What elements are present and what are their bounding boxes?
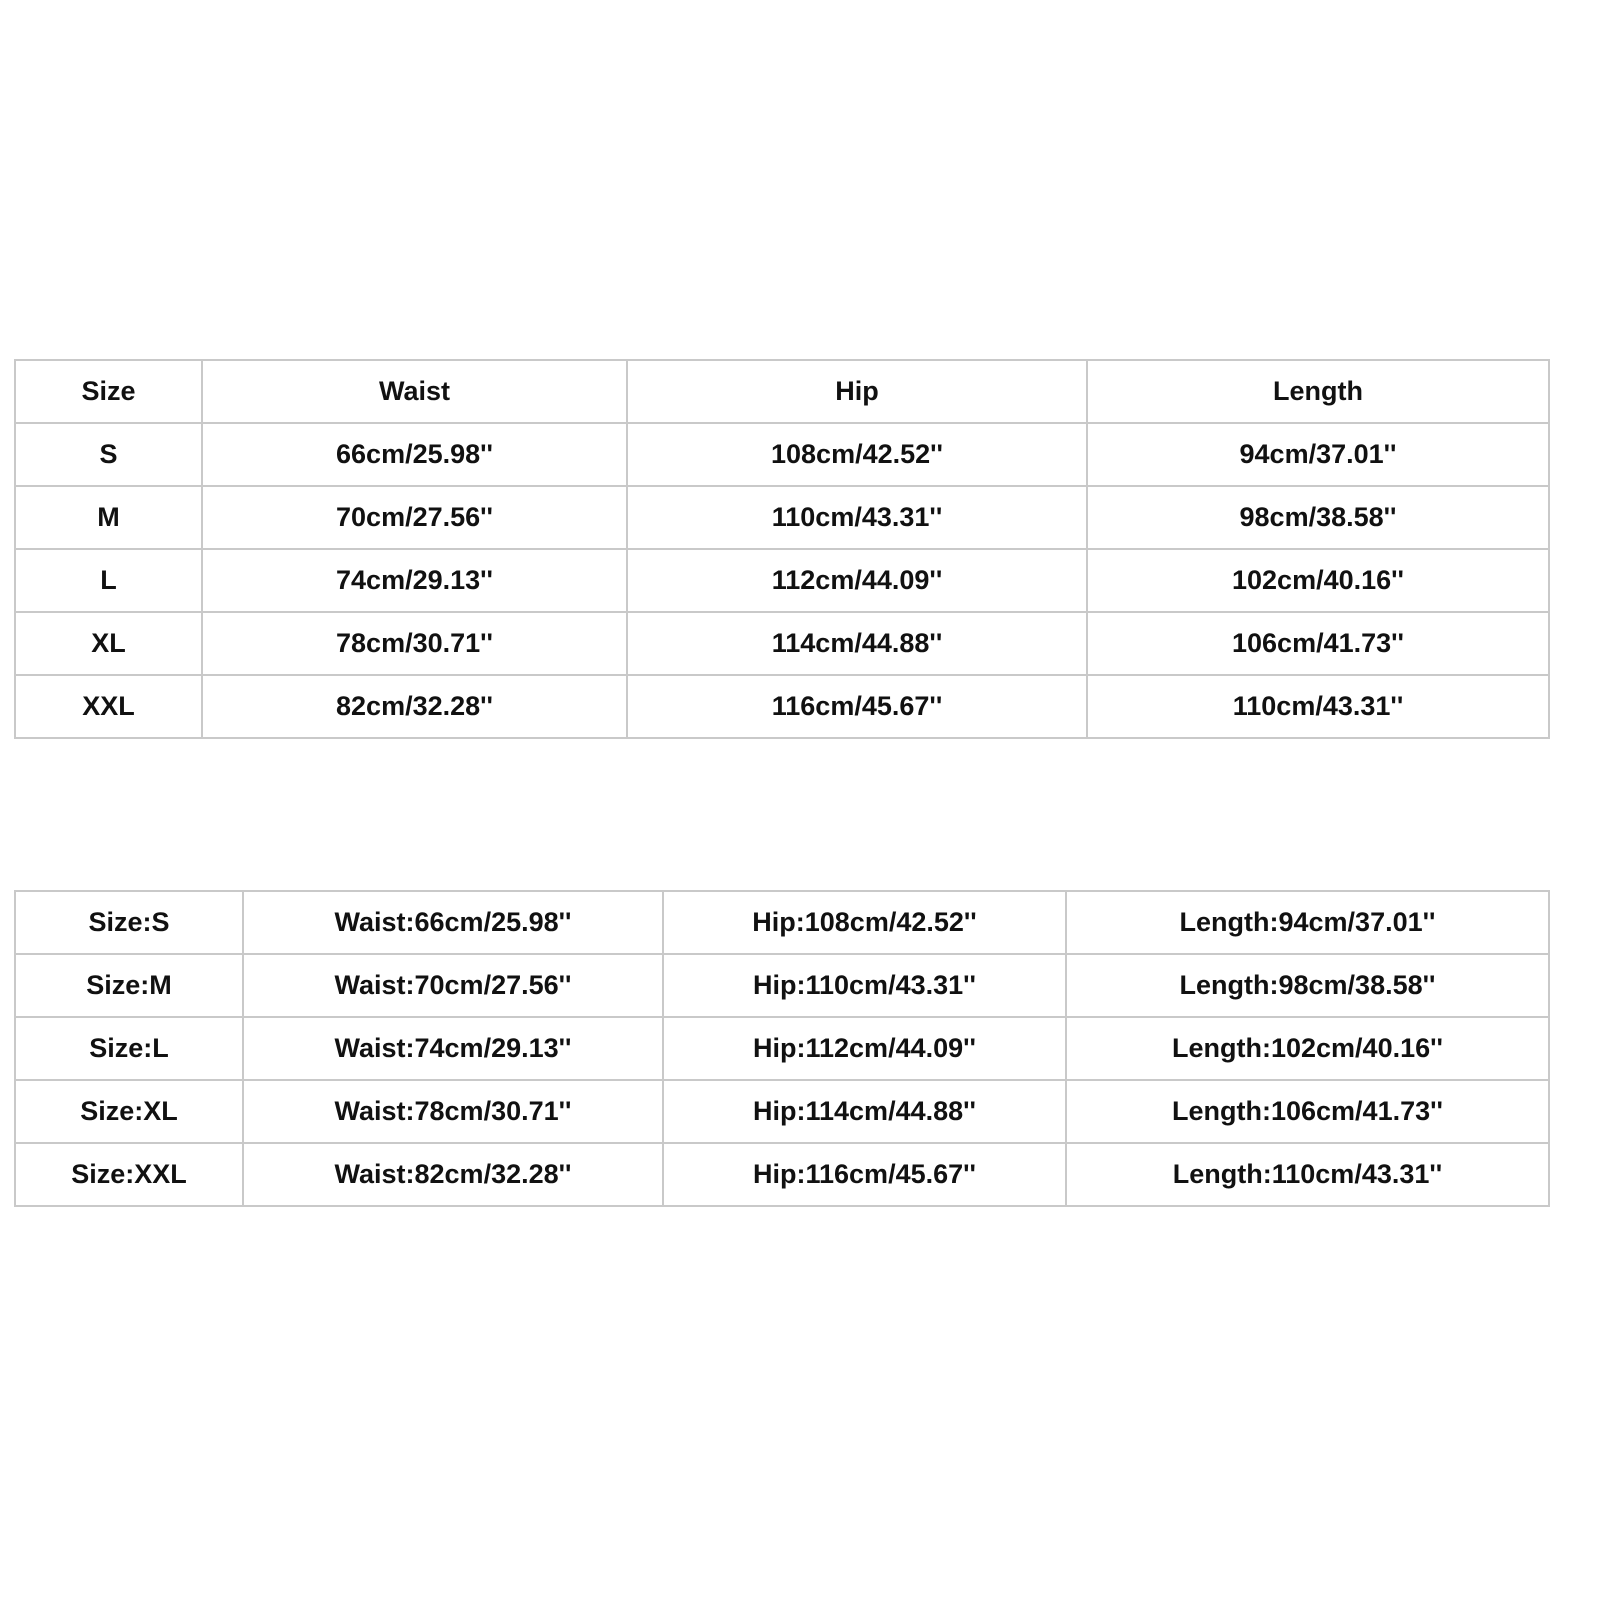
table-header-row: [15, 360, 1549, 423]
hip-cell: Hip:116cm/45.67'': [663, 1143, 1066, 1206]
header-size: Size: [15, 360, 202, 423]
header-waist: Waist: [202, 360, 627, 423]
header-length: Length: [1087, 360, 1549, 423]
hip-cell: 112cm/44.09'': [627, 549, 1087, 612]
hip-cell: 108cm/42.52'': [627, 423, 1087, 486]
size-cell: XXL: [15, 675, 202, 738]
labeled-size-chart-table: [14, 890, 1550, 1207]
waist-cell: Waist:66cm/25.98'': [243, 891, 663, 954]
table-row: [15, 1017, 1549, 1080]
hip-cell: Hip:108cm/42.52'': [663, 891, 1066, 954]
table-row: [15, 1080, 1549, 1143]
waist-cell: Waist:78cm/30.71'': [243, 1080, 663, 1143]
waist-cell: 78cm/30.71'': [202, 612, 627, 675]
size-cell: S: [15, 423, 202, 486]
table-row: [15, 549, 1549, 612]
hip-cell: 116cm/45.67'': [627, 675, 1087, 738]
waist-cell: Waist:74cm/29.13'': [243, 1017, 663, 1080]
size-cell: Size:M: [15, 954, 243, 1017]
size-chart-table: [14, 359, 1550, 739]
header-hip: Hip: [627, 360, 1087, 423]
length-cell: 102cm/40.16'': [1087, 549, 1549, 612]
size-cell: Size:XL: [15, 1080, 243, 1143]
waist-cell: 70cm/27.56'': [202, 486, 627, 549]
table-row: [15, 675, 1549, 738]
table-row: [15, 612, 1549, 675]
length-cell: Length:102cm/40.16'': [1066, 1017, 1549, 1080]
size-cell: Size:XXL: [15, 1143, 243, 1206]
length-cell: 94cm/37.01'': [1087, 423, 1549, 486]
waist-cell: Waist:82cm/32.28'': [243, 1143, 663, 1206]
length-cell: 106cm/41.73'': [1087, 612, 1549, 675]
table-row: [15, 954, 1549, 1017]
table-row: [15, 423, 1549, 486]
length-cell: 110cm/43.31'': [1087, 675, 1549, 738]
length-cell: 98cm/38.58'': [1087, 486, 1549, 549]
size-cell: Size:S: [15, 891, 243, 954]
waist-cell: 82cm/32.28'': [202, 675, 627, 738]
table-row: [15, 486, 1549, 549]
waist-cell: Waist:70cm/27.56'': [243, 954, 663, 1017]
size-cell: M: [15, 486, 202, 549]
length-cell: Length:98cm/38.58'': [1066, 954, 1549, 1017]
hip-cell: Hip:114cm/44.88'': [663, 1080, 1066, 1143]
hip-cell: 110cm/43.31'': [627, 486, 1087, 549]
table-row: [15, 1143, 1549, 1206]
length-cell: Length:106cm/41.73'': [1066, 1080, 1549, 1143]
size-cell: L: [15, 549, 202, 612]
hip-cell: Hip:110cm/43.31'': [663, 954, 1066, 1017]
waist-cell: 74cm/29.13'': [202, 549, 627, 612]
table-row: [15, 891, 1549, 954]
hip-cell: 114cm/44.88'': [627, 612, 1087, 675]
waist-cell: 66cm/25.98'': [202, 423, 627, 486]
size-cell: Size:L: [15, 1017, 243, 1080]
hip-cell: Hip:112cm/44.09'': [663, 1017, 1066, 1080]
size-cell: XL: [15, 612, 202, 675]
length-cell: Length:94cm/37.01'': [1066, 891, 1549, 954]
length-cell: Length:110cm/43.31'': [1066, 1143, 1549, 1206]
